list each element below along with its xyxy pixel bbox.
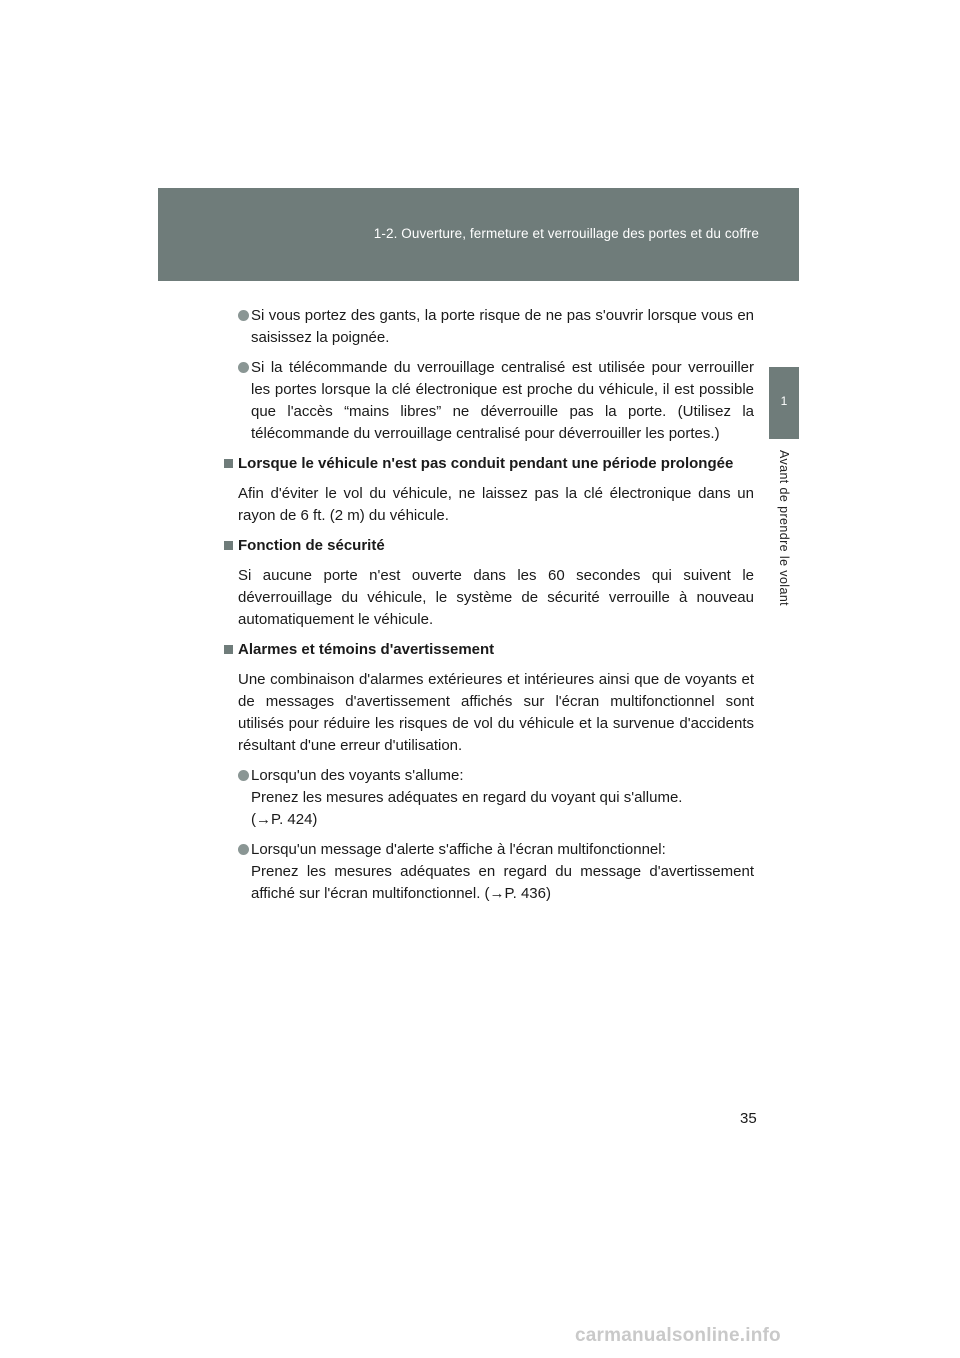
bullet-text: Si la télécommande du verrouillage centralisé est utilisée pour verrouiller les portes lorsque la clé électronique est proche du véhicule, il est possible que l'accès “mains libres” ne déverrouille pas la porte. (Utilisez la télécommande du verrouillage centralisé pour déverrouiller les portes.) xyxy=(251,359,754,442)
bullet-dot-icon xyxy=(238,770,249,781)
list-item xyxy=(224,305,754,349)
square-bullet-icon xyxy=(224,645,233,654)
section-heading xyxy=(224,535,754,557)
chapter-tab xyxy=(769,367,799,439)
bullet-dot-icon xyxy=(238,844,249,855)
chapter-number: 1 xyxy=(780,394,788,408)
section-text: Une combinaison d'alarmes extérieures et intérieures ainsi que de voyants et de messages d'avertissement affichés sur l'écran multifonctionnel sont utilisés pour réduire les risques de vol du véhicule et la survenue d'accidents résultant d'une erreur d'utilisation. xyxy=(238,671,754,754)
section-text: Afin d'éviter le vol du véhicule, ne laissez pas la clé électronique dans un rayon de 6 ft. (2 m) du véhicule. xyxy=(238,485,754,524)
section-heading xyxy=(224,453,754,475)
bullet-dot-icon xyxy=(238,362,249,373)
bullet-line: Lorsqu'un message d'alerte s'affiche à l'écran multifonctionnel: xyxy=(251,841,666,858)
chapter-side-label: Avant de prendre le volant xyxy=(777,449,791,607)
section-heading xyxy=(224,639,754,661)
chapter-title: 1-2. Ouverture, fermeture et verrouillage des portes et du coffre xyxy=(373,226,759,241)
page-number: 35 xyxy=(740,1110,757,1127)
list-item xyxy=(224,357,754,445)
square-bullet-icon xyxy=(224,541,233,550)
section-text: Si aucune porte n'est ouverte dans les 60 secondes qui suivent le déverrouillage du véhicule, le système de sécurité verrouille à nouveau automatiquement le véhicule. xyxy=(238,567,754,628)
bullet-text: Si vous portez des gants, la porte risque de ne pas s'ouvrir lorsque vous en saisissez la poignée. xyxy=(251,307,754,346)
header-band xyxy=(158,188,799,281)
page-content xyxy=(224,305,754,913)
section-title: Fonction de sécurité xyxy=(238,537,385,554)
page-reference: (→P. 424) xyxy=(251,811,318,828)
section-title: Alarmes et témoins d'avertissement xyxy=(238,641,495,658)
bullet-line: Lorsqu'un des voyants s'allume: xyxy=(251,767,464,784)
square-bullet-icon xyxy=(224,459,233,468)
bullet-line: Prenez les mesures adéquates en regard du message d'avertissement affiché sur l'écran multifonctionnel. (→P. 436) xyxy=(251,863,754,902)
bullet-line: Prenez les mesures adéquates en regard du voyant qui s'allume. xyxy=(251,789,683,806)
bullet-dot-icon xyxy=(238,310,249,321)
list-item xyxy=(224,839,754,905)
section-title: Lorsque le véhicule n'est pas conduit pendant une période prolongée xyxy=(238,455,734,472)
watermark: carmanualsonline.info xyxy=(575,1325,781,1346)
list-item xyxy=(224,765,754,831)
